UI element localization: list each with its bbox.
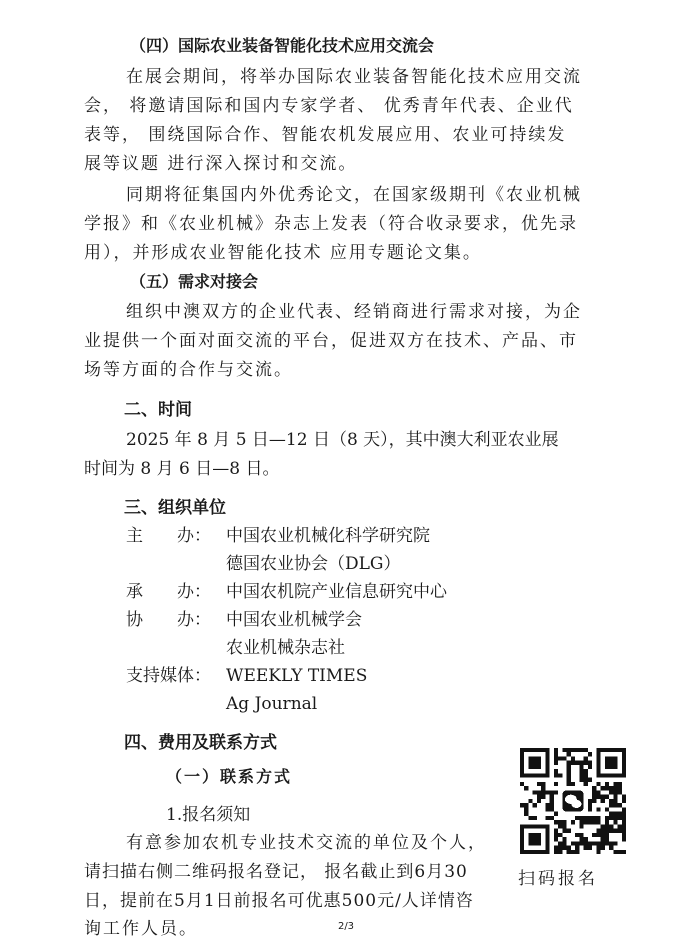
qr-module bbox=[613, 820, 617, 824]
qr-module bbox=[571, 820, 575, 824]
qr-module bbox=[554, 833, 558, 837]
section4-p2-line1: 同期将征集国内外优秀论文，在国家级期刊《农业机械 bbox=[126, 185, 582, 205]
qr-module bbox=[592, 790, 596, 794]
org-undertake-label: 承 办： bbox=[126, 582, 211, 602]
qr-module bbox=[537, 799, 541, 803]
notice-line2: 请扫描右侧二维码报名登记， 报名截止到6月30 bbox=[84, 862, 468, 882]
qr-module bbox=[601, 799, 605, 803]
qr-module bbox=[618, 786, 622, 790]
qr-module bbox=[618, 829, 622, 833]
qr-module bbox=[533, 803, 537, 807]
qr-module bbox=[605, 833, 609, 837]
qr-module bbox=[533, 790, 537, 794]
qr-module bbox=[558, 820, 562, 824]
qr-module bbox=[622, 799, 626, 803]
qr-module bbox=[584, 782, 588, 786]
qr-module bbox=[618, 803, 622, 807]
qr-module bbox=[571, 761, 575, 765]
qr-module bbox=[596, 829, 600, 833]
notice-line3: 日，提前在5月1日前报名可优惠500元/人详情咨 bbox=[84, 891, 474, 911]
qr-module bbox=[550, 803, 554, 807]
qr-module bbox=[524, 807, 528, 811]
wechat-icon bbox=[560, 788, 585, 813]
qr-module bbox=[592, 786, 596, 790]
section4-p1-line1: 在展会期间，将举办国际农业装备智能化技术应用交流 bbox=[126, 67, 582, 87]
qr-module bbox=[541, 782, 545, 786]
qr-module bbox=[550, 795, 554, 799]
qr-module bbox=[584, 773, 588, 777]
qr-module bbox=[579, 837, 583, 841]
section4-heading: （四）国际农业装备智能化技术应用交流会 bbox=[130, 36, 435, 55]
qr-module bbox=[588, 846, 592, 850]
qr-module bbox=[567, 769, 571, 773]
qr-module bbox=[596, 795, 600, 799]
section5-p1-line3: 场等方面的合作与交流。 bbox=[84, 360, 293, 380]
qr-module bbox=[618, 824, 622, 828]
section4-p1-line4: 展等议题 进行深入探讨和交流。 bbox=[84, 154, 358, 174]
qr-module bbox=[575, 841, 579, 845]
qr-module bbox=[567, 748, 571, 752]
qr-module bbox=[584, 820, 588, 824]
qr-module bbox=[575, 846, 579, 850]
qr-module bbox=[579, 833, 583, 837]
qr-module bbox=[567, 778, 571, 782]
qr-module bbox=[596, 816, 600, 820]
page-number: 2/3 bbox=[337, 921, 355, 932]
qr-module bbox=[567, 752, 571, 756]
org-co-2: 农业机械杂志社 bbox=[226, 638, 345, 658]
section4-p2-line3: 用），并形成农业智能化技术 应用专题论文集。 bbox=[84, 243, 482, 263]
qr-module bbox=[613, 829, 617, 833]
finder-top-right bbox=[596, 748, 626, 778]
section4-p1-line3: 表等， 围绕国际合作、智能农机发展应用、农业可持续发 bbox=[84, 125, 567, 145]
qr-module bbox=[596, 790, 600, 794]
qr-module bbox=[618, 816, 622, 820]
registration-qr-code[interactable] bbox=[520, 748, 626, 854]
qr-module bbox=[575, 761, 579, 765]
qr-module bbox=[609, 829, 613, 833]
qr-module bbox=[601, 837, 605, 841]
qr-module bbox=[618, 812, 622, 816]
qr-module bbox=[613, 782, 617, 786]
qr-module bbox=[622, 824, 626, 828]
qr-module bbox=[596, 850, 600, 854]
qr-module bbox=[554, 837, 558, 841]
qr-module bbox=[601, 795, 605, 799]
qr-module bbox=[613, 841, 617, 845]
qr-caption: 扫码报名 bbox=[518, 869, 598, 889]
qr-module bbox=[588, 807, 592, 811]
qr-module bbox=[533, 816, 537, 820]
qr-module bbox=[524, 803, 528, 807]
qr-module bbox=[579, 765, 583, 769]
qr-module bbox=[579, 841, 583, 845]
qr-module bbox=[588, 841, 592, 845]
qr-module bbox=[579, 761, 583, 765]
qr-module bbox=[528, 816, 532, 820]
qr-module bbox=[571, 782, 575, 786]
org-undertake: 中国农机院产业信息研究中心 bbox=[226, 582, 447, 602]
qr-module bbox=[537, 790, 541, 794]
qr-module bbox=[605, 782, 609, 786]
qr-module bbox=[584, 841, 588, 845]
qr-module bbox=[618, 850, 622, 854]
qr-module bbox=[605, 824, 609, 828]
qr-module bbox=[558, 846, 562, 850]
qr-module bbox=[562, 829, 566, 833]
qr-module bbox=[613, 816, 617, 820]
qr-module bbox=[584, 769, 588, 773]
org-media-2: Ag Journal bbox=[226, 694, 318, 714]
qr-module bbox=[550, 816, 554, 820]
qr-module bbox=[584, 837, 588, 841]
qr-module bbox=[601, 824, 605, 828]
qr-module bbox=[537, 795, 541, 799]
qr-module bbox=[562, 841, 566, 845]
qr-module bbox=[567, 765, 571, 769]
qr-module bbox=[575, 748, 579, 752]
qr-module bbox=[575, 850, 579, 854]
qr-module bbox=[605, 795, 609, 799]
qr-module bbox=[545, 816, 549, 820]
qr-module bbox=[622, 837, 626, 841]
qr-module bbox=[588, 765, 592, 769]
qr-module bbox=[588, 799, 592, 803]
qr-module bbox=[571, 748, 575, 752]
qr-module bbox=[541, 795, 545, 799]
qr-module bbox=[584, 816, 588, 820]
qr-module bbox=[592, 799, 596, 803]
qr-module bbox=[554, 846, 558, 850]
qr-module bbox=[622, 816, 626, 820]
qr-module bbox=[622, 833, 626, 837]
org-host-label: 主 办： bbox=[126, 526, 211, 546]
qr-module bbox=[554, 773, 558, 777]
finder-top-left bbox=[520, 748, 550, 778]
org-undertake-row bbox=[126, 580, 447, 604]
qr-module bbox=[554, 850, 558, 854]
qr-module bbox=[554, 752, 558, 756]
qr-module bbox=[545, 790, 549, 794]
qr-module bbox=[567, 773, 571, 777]
qr-module bbox=[609, 803, 613, 807]
qr-module bbox=[588, 816, 592, 820]
qr-module bbox=[596, 846, 600, 850]
notice-line4: 询工作人员。 bbox=[84, 919, 198, 939]
qr-module bbox=[554, 756, 558, 760]
qr-module bbox=[609, 799, 613, 803]
notice-title: 1.报名须知 bbox=[166, 805, 251, 825]
qr-module bbox=[613, 812, 617, 816]
qr-module bbox=[605, 816, 609, 820]
qr-module bbox=[558, 773, 562, 777]
qr-module bbox=[622, 807, 626, 811]
section4-p1-line2: 会， 将邀请国际和国内专家学者、 优秀青年代表、企业代 bbox=[84, 96, 574, 116]
qr-module bbox=[609, 816, 613, 820]
time-line2: 时间为 8 月 6 日—8 日。 bbox=[84, 459, 280, 479]
qr-module bbox=[537, 782, 541, 786]
section5-p1-line1: 组织中澳双方的企业代表、经销商进行需求对接，为企 bbox=[126, 302, 582, 322]
qr-module bbox=[567, 829, 571, 833]
qr-module bbox=[541, 790, 545, 794]
time-line1: 2025 年 8 月 5 日—12 日（8 天），其中澳大利亚农业展 bbox=[126, 430, 559, 450]
qr-module bbox=[554, 761, 558, 765]
qr-module bbox=[558, 824, 562, 828]
org-media-row bbox=[126, 664, 367, 688]
qr-module bbox=[584, 778, 588, 782]
qr-module bbox=[562, 820, 566, 824]
qr-module bbox=[605, 807, 609, 811]
qr-module bbox=[545, 807, 549, 811]
qr-module bbox=[554, 790, 558, 794]
qr-module bbox=[528, 799, 532, 803]
qr-module bbox=[584, 748, 588, 752]
qr-module bbox=[601, 846, 605, 850]
qr-module bbox=[562, 837, 566, 841]
qr-module bbox=[567, 761, 571, 765]
qr-module bbox=[579, 773, 583, 777]
qr-module bbox=[596, 820, 600, 824]
qr-module bbox=[520, 782, 524, 786]
qr-module bbox=[613, 803, 617, 807]
qr-module bbox=[592, 833, 596, 837]
qr-module bbox=[545, 803, 549, 807]
qr-module bbox=[601, 829, 605, 833]
qr-module bbox=[618, 782, 622, 786]
qr-module bbox=[609, 846, 613, 850]
qr-module bbox=[605, 786, 609, 790]
qr-module bbox=[605, 837, 609, 841]
qr-module bbox=[579, 769, 583, 773]
finder-bottom-left bbox=[520, 824, 550, 854]
qr-module bbox=[592, 795, 596, 799]
qr-module bbox=[609, 786, 613, 790]
org-host-2: 德国农业协会（DLG） bbox=[226, 554, 401, 574]
org-media-label: 支持媒体： bbox=[126, 666, 211, 686]
qr-module bbox=[567, 782, 571, 786]
qr-module bbox=[567, 846, 571, 850]
qr-module bbox=[596, 833, 600, 837]
qr-module bbox=[588, 761, 592, 765]
qr-module bbox=[579, 816, 583, 820]
qr-module bbox=[596, 782, 600, 786]
fees-subheading: （一）联系方式 bbox=[166, 767, 293, 786]
qr-module bbox=[601, 786, 605, 790]
notice-line1: 有意参加农机专业技术交流的单位及个人， bbox=[126, 833, 487, 853]
qr-module bbox=[571, 841, 575, 845]
qr-module bbox=[622, 795, 626, 799]
qr-module bbox=[584, 761, 588, 765]
qr-module bbox=[558, 833, 562, 837]
qr-module bbox=[554, 820, 558, 824]
org-co-row bbox=[126, 608, 362, 632]
qr-module bbox=[592, 841, 596, 845]
fees-heading: 四、费用及联系方式 bbox=[124, 733, 277, 753]
qr-module bbox=[550, 807, 554, 811]
section4-p2-line2: 学报》和《农业机械》杂志上发表（符合收录要求，优先录 bbox=[84, 214, 578, 234]
qr-module bbox=[571, 850, 575, 854]
org-co-label: 协 办： bbox=[126, 610, 211, 630]
qr-module bbox=[579, 748, 583, 752]
qr-module bbox=[622, 820, 626, 824]
qr-module bbox=[567, 850, 571, 854]
org-media-1: WEEKLY TIMES bbox=[226, 666, 368, 686]
qr-module bbox=[609, 824, 613, 828]
qr-module bbox=[622, 812, 626, 816]
qr-module bbox=[609, 841, 613, 845]
qr-module bbox=[562, 824, 566, 828]
qr-module bbox=[520, 803, 524, 807]
qr-module bbox=[596, 807, 600, 811]
qr-module bbox=[588, 820, 592, 824]
qr-module bbox=[622, 850, 626, 854]
qr-module bbox=[554, 829, 558, 833]
qr-module bbox=[524, 786, 528, 790]
qr-module bbox=[609, 812, 613, 816]
time-heading: 二、时间 bbox=[124, 400, 192, 420]
qr-module bbox=[554, 782, 558, 786]
qr-module bbox=[579, 824, 583, 828]
section5-heading: （五）需求对接会 bbox=[130, 272, 259, 291]
qr-module bbox=[558, 841, 562, 845]
qr-module bbox=[554, 769, 558, 773]
qr-module bbox=[575, 816, 579, 820]
qr-module bbox=[613, 799, 617, 803]
qr-module bbox=[554, 812, 558, 816]
qr-module bbox=[613, 786, 617, 790]
qr-module bbox=[571, 756, 575, 760]
qr-module bbox=[579, 820, 583, 824]
qr-module bbox=[541, 786, 545, 790]
qr-module bbox=[601, 833, 605, 837]
qr-module bbox=[613, 850, 617, 854]
qr-module bbox=[596, 841, 600, 845]
qr-module bbox=[562, 846, 566, 850]
qr-module bbox=[579, 778, 583, 782]
qr-module bbox=[601, 841, 605, 845]
qr-module bbox=[588, 752, 592, 756]
qr-module bbox=[550, 799, 554, 803]
qr-module bbox=[562, 756, 566, 760]
qr-module bbox=[592, 816, 596, 820]
qr-module bbox=[605, 829, 609, 833]
qr-module bbox=[588, 778, 592, 782]
qr-module bbox=[618, 790, 622, 794]
qr-module bbox=[558, 850, 562, 854]
qr-module bbox=[605, 820, 609, 824]
qr-module bbox=[524, 812, 528, 816]
org-host-1: 中国农业机械化科学研究院 bbox=[226, 526, 430, 546]
qr-module bbox=[554, 748, 558, 752]
org-co-1: 中国农业机械学会 bbox=[226, 610, 362, 630]
qr-module bbox=[558, 756, 562, 760]
org-host-row bbox=[126, 524, 430, 548]
qr-module bbox=[592, 820, 596, 824]
qr-module bbox=[622, 829, 626, 833]
qr-module bbox=[584, 756, 588, 760]
qr-module bbox=[609, 790, 613, 794]
qr-module bbox=[550, 790, 554, 794]
qr-module bbox=[605, 841, 609, 845]
qr-module bbox=[613, 790, 617, 794]
org-heading: 三、组织单位 bbox=[124, 498, 226, 518]
qr-module bbox=[588, 803, 592, 807]
qr-module bbox=[584, 846, 588, 850]
qr-module bbox=[613, 795, 617, 799]
qr-module bbox=[562, 748, 566, 752]
section5-p1-line2: 业提供一个面对面交流的平台，促进双方在技术、产品、市 bbox=[84, 331, 578, 351]
qr-module bbox=[575, 833, 579, 837]
